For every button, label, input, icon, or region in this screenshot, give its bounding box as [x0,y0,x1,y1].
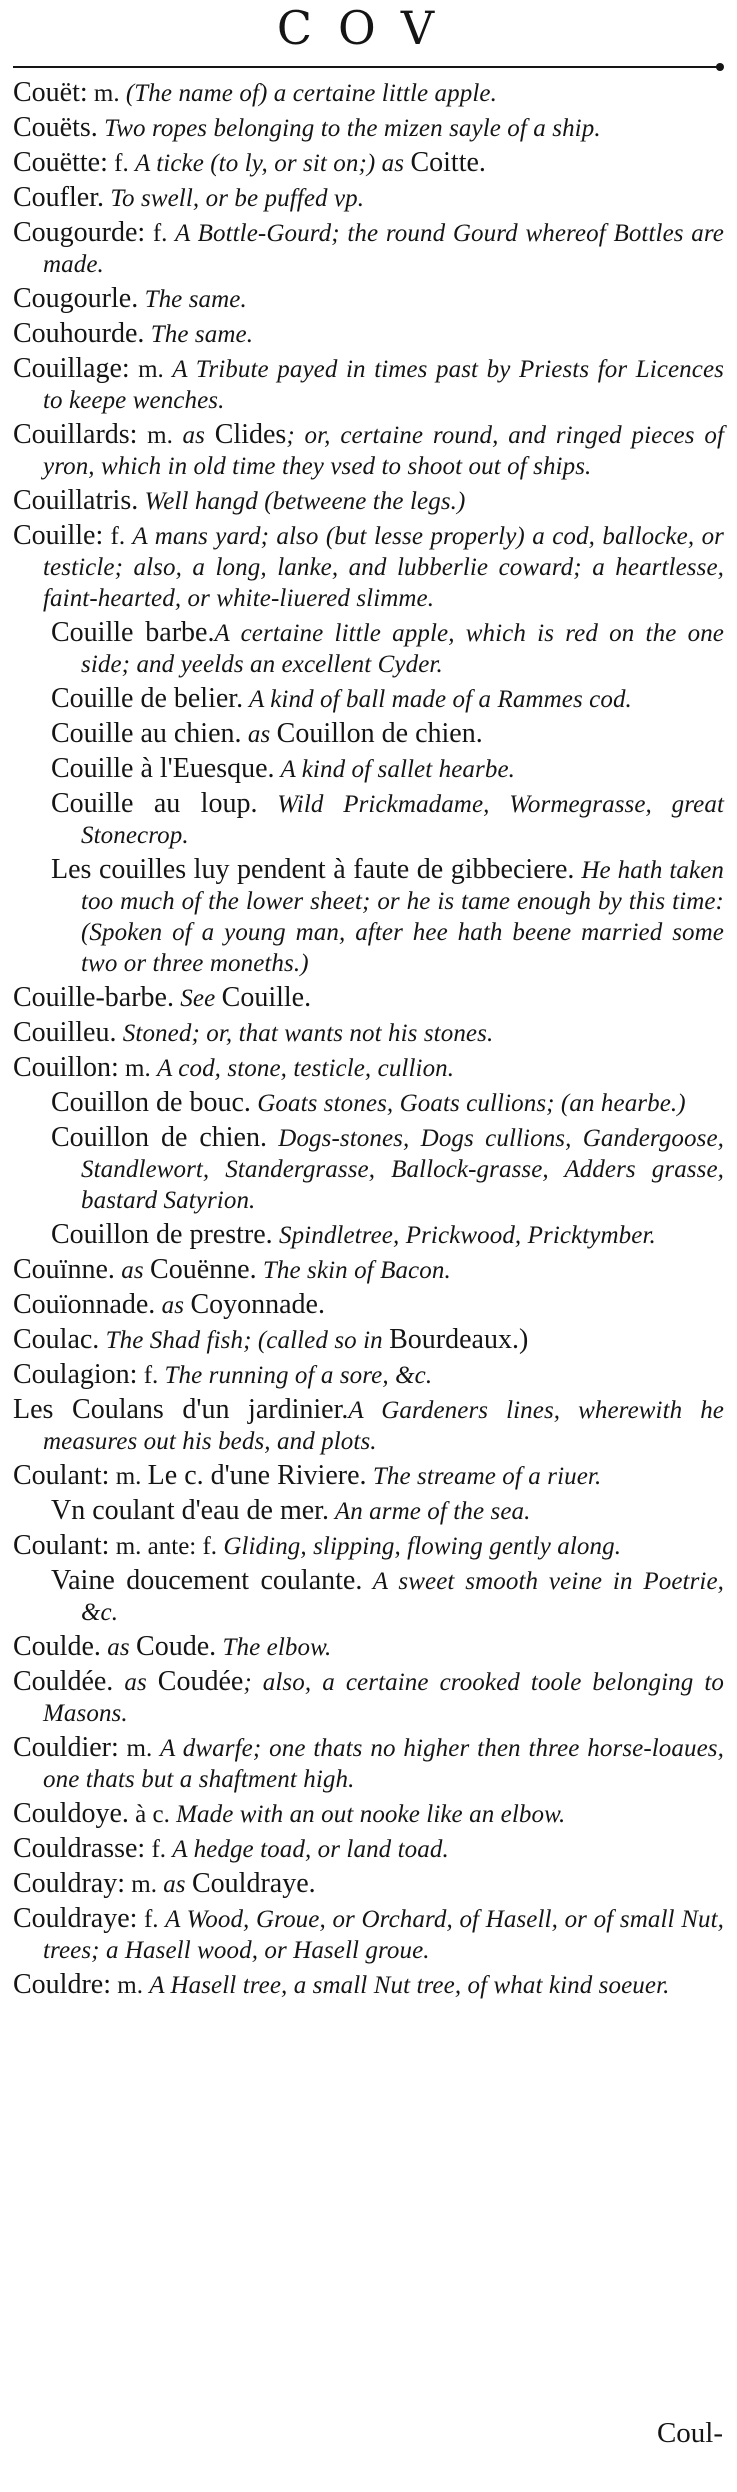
dictionary-entry [13,1325,724,1356]
dictionary-entry [13,1461,724,1492]
dictionary-entry [13,420,724,482]
headword: Couldray: [13,1868,125,1899]
headword: Les Coulans d'un jardinier. [13,1394,349,1425]
definition: Well hangd (betweene the legs.) [138,488,466,515]
headword: Couïonnade. [13,1289,156,1320]
dictionary-entry [13,78,724,109]
definition: as [182,422,215,449]
headword: Couldraye. [191,1868,316,1899]
dictionary-entry [13,1904,724,1966]
headword: Couille au loup. [51,788,258,819]
definition: Stoned; or, that wants not his stones. [116,1020,494,1047]
sub-entry [51,618,724,680]
sub-entry [51,1566,724,1628]
headword: Couillage: [13,353,130,384]
definition: The elbow. [216,1634,332,1661]
definition: Dogs-stones, Dogs cullions, Gandergoose, Standlewort, Standergrasse, Ballock-grasse, Adders grasse, bastard Satyrion. [81,1125,725,1214]
headword: Couldraye: [13,1903,138,1934]
headword: Couille: [13,520,104,551]
sub-entry [51,719,724,750]
headword: Couëtte: [13,147,108,178]
definition: To swell, or be puffed vp. [104,185,365,212]
headword: Coulde. [13,1631,101,1662]
sub-entry [51,1220,724,1251]
definition: See [173,985,222,1012]
dictionary-entry [13,521,724,614]
grammar-note: f. [145,1836,173,1863]
dictionary-entry [13,1360,724,1391]
definition: Wild Prickmadame, Wormegrasse, great Stonecrop. [81,791,724,849]
dictionary-entry [13,354,724,416]
headword: Coufler. [13,182,104,213]
definition: A mans yard; also (but lesse properly) a cod, ballocke, or testicle; also, a long, lanke, and lubberlie coward; a heartlesse, faint-hearted, or white-liuered slimme. [43,523,725,612]
headword: Couillon de bouc. [51,1087,251,1118]
definition: An arme of the sea. [328,1498,531,1525]
grammar-note: f. [137,1362,165,1389]
definition: (The name of) a certaine little apple. [125,80,497,107]
dictionary-entry [13,1531,724,1562]
definition: The same. [144,321,254,348]
headword: Couille. [221,982,312,1013]
dictionary-entry [13,1290,724,1321]
definition: A dwarfe; one thats no higher then three horse-loaues, one thats but a shaftment high. [43,1735,724,1793]
headword: Couille de belier. [51,683,244,714]
headword: Couille barbe. [51,617,215,648]
headword: Couldée. [13,1666,114,1697]
headword: Couëts. [13,112,98,143]
dictionary-entry [13,1053,724,1084]
sub-entry [51,789,724,851]
dictionary-entry [13,319,724,350]
headword: Couillon: [13,1052,119,1083]
definition: as [155,1292,191,1319]
dictionary-entry [13,1395,724,1457]
definition: as [100,1634,137,1661]
headword: Couille au chien. [51,718,242,749]
definition: ; or, certaine round, and ringed pieces of yron, which in old time they vsed to shoot out of ships. [43,422,724,480]
headword: Couille-barbe. [13,982,174,1013]
definition: A cod, stone, testicle, cullion. [157,1055,455,1082]
headword: Cougourle. [13,283,139,314]
dictionary-entry [13,983,724,1014]
sub-entry [51,1496,724,1527]
grammar-note: m. [118,1735,160,1762]
definition: A certaine little apple, which is red on the one side; and yeelds an excellent Cyder. [81,620,724,678]
headword: Couillards: [13,419,138,450]
headword: Vn coulant d'eau de mer. [51,1495,329,1526]
headword: Coulac. [13,1324,100,1355]
grammar-note: f. [145,220,175,247]
headword: Coyonnade. [190,1289,325,1320]
definition: as [163,1871,192,1898]
definition: Spindletree, Prickwood, Pricktymber. [272,1222,656,1249]
definition: The same. [138,286,247,313]
grammar-note: m. [137,422,183,449]
headword: Clides [214,419,287,450]
headword: Couënne. [150,1254,257,1285]
dictionary-entry [13,1018,724,1049]
definition: A kind of sallet hearbe. [274,756,516,783]
definition: A Gardeners lines, wherewith he measures out his beds, and plots. [43,1397,724,1455]
dictionary-entry [13,1632,724,1663]
headword: Couille à l'Euesque. [51,753,275,784]
definition: The running of a sore, &c. [164,1362,433,1389]
headword: Les couilles luy pendent à faute de gibbeciere. [51,854,575,885]
headword: Coude. [136,1631,217,1662]
definition: A sweet smooth veine in Poetrie, &c. [81,1568,725,1626]
grammar-note: m. [129,356,173,383]
dictionary-entry [13,218,724,280]
dictionary-entry [13,183,724,214]
grammar-note: m. ante: f. [109,1533,224,1560]
running-header: COV [276,1,461,55]
headword: Couldier: [13,1732,119,1763]
grammar-note: à c. [128,1801,177,1828]
headword: Coulant: [13,1460,110,1491]
dictionary-entry [13,284,724,315]
definition: He hath taken too much of the lower sheet; or he is tame enough by this time: (Spoken of a young man, after hee hath beene married some two or three moneths.) [81,857,725,977]
definition: as [114,1257,151,1284]
definition: A hedge toad, or land toad. [172,1836,449,1863]
definition: Made with an out nooke like an elbow. [176,1801,566,1828]
headword: Couillon de chien. [276,718,483,749]
sub-entry [51,1088,724,1119]
headword: Coudée [157,1666,244,1697]
definition: Goats stones, Goats cullions; (an hearbe.) [250,1090,686,1117]
definition: A ticke (to ly, or sit on;) as [134,150,411,177]
headword: Bourdeaux.) [389,1324,529,1355]
dictionary-entry [13,148,724,179]
headword: Couët: [13,77,88,108]
dictionary-entry [13,1834,724,1865]
grammar-note: m. [87,80,126,107]
headword: Couldoye. [13,1798,129,1829]
definition: as [241,721,277,748]
headword: Couilleu. [13,1017,117,1048]
grammar-note: m. [125,1871,164,1898]
definition: The Shad fish; (called so in [99,1327,390,1354]
dictionary-entry [13,1733,724,1795]
headword: Couldre: [13,1969,111,2000]
headword: Coulant: [13,1530,110,1561]
definition: as [113,1669,158,1696]
headword: Cougourde: [13,217,146,248]
headword: Couïnne. [13,1254,115,1285]
headword: Couillon de chien. [51,1122,267,1153]
headword: Le c. d'une Riviere. [147,1460,367,1491]
grammar-note: m. [111,1972,150,1999]
definition: Gliding, slipping, flowing gently along. [223,1533,622,1560]
dictionary-entry [13,1970,724,2001]
definition: The streame of a riuer. [366,1463,602,1490]
headword: Couldrasse: [13,1833,146,1864]
definition: A kind of ball made of a Rammes cod. [243,686,632,713]
headword: Couillatris. [13,485,139,516]
grammar-note: m. [109,1463,148,1490]
sub-entry [51,855,724,979]
grammar-note: f. [137,1906,166,1933]
definition: A Hasell tree, a small Nut tree, of what kind soeuer. [149,1972,670,1999]
grammar-note: f. [103,523,133,550]
definition: A Wood, Groue, or Orchard, of Hasell, or of small Nut, trees; a Hasell wood, or Hasell groue. [43,1906,724,1964]
sub-entry [51,1123,724,1216]
dictionary-entry [13,1799,724,1830]
header-rule [13,66,720,68]
catchword: Coul- [656,2417,723,2449]
definition: ; also, a certaine crooked toole belonging to Masons. [43,1669,724,1727]
grammar-note: m. [118,1055,157,1082]
headword: Coulagion: [13,1359,138,1390]
definition: A Tribute payed in times past by Priests for Licences to keepe wenches. [43,356,724,414]
definition: Two ropes belonging to the mizen sayle of a ship. [97,115,601,142]
sub-entry [51,684,724,715]
dictionary-entry [13,486,724,517]
dictionary-entry [13,113,724,144]
entry-list [13,78,724,2001]
headword: Vaine doucement coulante. [51,1565,363,1596]
dictionary-entry [13,1667,724,1729]
grammar-note: f. [107,150,135,177]
sub-entry [51,754,724,785]
dictionary-entry [13,1869,724,1900]
headword: Couillon de prestre. [51,1219,273,1250]
definition: The skin of Bacon. [256,1257,451,1284]
dictionary-entry [13,1255,724,1286]
definition: A Bottle-Gourd; the round Gourd whereof Bottles are made. [43,220,724,278]
headword: Coitte. [410,147,486,178]
headword: Couhourde. [13,318,145,349]
